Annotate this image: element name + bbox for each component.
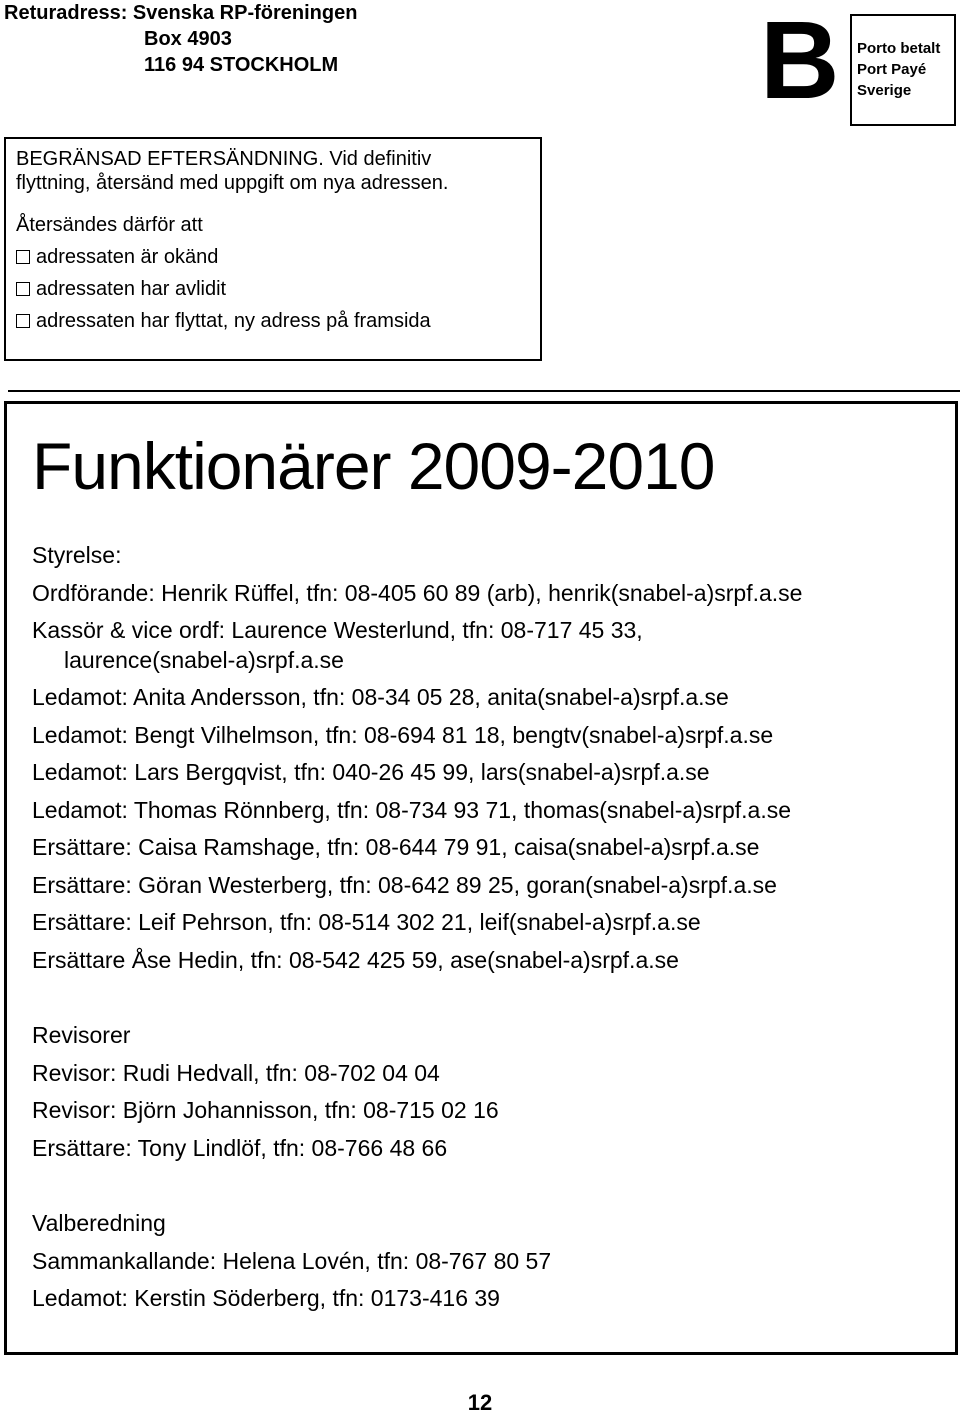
return-reason-moved: [16, 309, 540, 333]
section-gap: [32, 979, 942, 1017]
return-reason-deceased: [16, 277, 540, 301]
forwarding-notice-line-2: flyttning, återsänd med uppgift om nya adressen.: [16, 172, 449, 194]
page-title: Funktionärer 2009-2010: [32, 429, 715, 503]
return-reason-label: adressaten har avlidit: [36, 278, 227, 300]
list-item: Sammankallande: Helena Lovén, tfn: 08-767 80 57: [32, 1247, 552, 1274]
list-item: Ledamot: Anita Andersson, tfn: 08-34 05 28, anita(snabel-a)srpf.a.se: [32, 684, 729, 710]
checkbox-icon: [16, 282, 30, 296]
return-reason-label: adressaten har flyttat, ny adress på framsida: [36, 310, 431, 332]
return-address-line-1: Returadress: Svenska RP-föreningen: [4, 2, 358, 24]
checkbox-icon: [16, 314, 30, 328]
officials-box: [4, 401, 958, 1355]
list-item: Ordförande: Henrik Rüffel, tfn: 08-405 60 89 (arb), henrik(snabel-a)srpf.a.se: [32, 579, 803, 606]
postage-paid-box: [850, 14, 956, 126]
officials-list: [32, 537, 942, 1318]
return-address-line-3: 116 94 STOCKHOLM: [144, 54, 339, 76]
list-item: Ersättare: Caisa Ramshage, tfn: 08-644 79 91, caisa(snabel-a)srpf.a.se: [32, 834, 760, 860]
list-item: Ledamot: Bengt Vilhelmson, tfn: 08-694 81 18, bengtv(snabel-a)srpf.a.se: [32, 721, 774, 748]
list-item: Ersättare: Leif Pehrson, tfn: 08-514 302 21, leif(snabel-a)srpf.a.se: [32, 909, 701, 935]
return-reason-label: adressaten är okänd: [36, 246, 219, 268]
list-item: Revisor: Rudi Hedvall, tfn: 08-702 04 04: [32, 1059, 440, 1086]
section-heading-valberedning: Valberedning: [32, 1210, 166, 1236]
return-address: [4, 0, 357, 78]
horizontal-divider: [8, 390, 960, 392]
return-address-line-2: Box 4903: [144, 28, 232, 50]
forwarding-notice-line-1: BEGRÄNSAD EFTERSÄNDNING. Vid definitiv: [16, 148, 432, 170]
section-heading-revisorer: Revisorer: [32, 1022, 131, 1048]
postage-line-3: Sverige: [857, 82, 912, 99]
list-item: Ledamot: Thomas Rönnberg, tfn: 08-734 93 71, thomas(snabel-a)srpf.a.se: [32, 796, 792, 823]
postage-line-1: Porto betalt: [857, 40, 941, 57]
return-instructions-box: [4, 137, 542, 361]
return-reason-unknown: [16, 245, 540, 269]
list-item: Ledamot: Kerstin Söderberg, tfn: 0173-416 39: [32, 1285, 500, 1311]
section-heading-styrelse: Styrelse:: [32, 542, 122, 568]
checkbox-icon: [16, 250, 30, 264]
list-item: Ersättare: Tony Lindlöf, tfn: 08-766 48 66: [32, 1134, 448, 1161]
postage-class-letter: B: [760, 0, 838, 122]
page-number: 12: [467, 1390, 493, 1415]
return-reason-title: Återsändes därför att: [16, 214, 203, 236]
list-item: Revisor: Björn Johannisson, tfn: 08-715 02 16: [32, 1097, 499, 1123]
list-item: Ledamot: Lars Bergqvist, tfn: 040-26 45 99, lars(snabel-a)srpf.a.se: [32, 759, 710, 785]
list-item: Ersättare: Göran Westerberg, tfn: 08-642 89 25, goran(snabel-a)srpf.a.se: [32, 871, 777, 898]
list-item: Ersättare Åse Hedin, tfn: 08-542 425 59, ase(snabel-a)srpf.a.se: [32, 946, 679, 973]
list-item: Kassör & vice ordf: Laurence Westerlund, tfn: 08-717 45 33,: [32, 617, 643, 643]
list-item-continuation: laurence(snabel-a)srpf.a.se: [64, 646, 344, 673]
postage-line-2: Port Payé: [857, 61, 927, 78]
section-gap: [32, 1167, 942, 1205]
